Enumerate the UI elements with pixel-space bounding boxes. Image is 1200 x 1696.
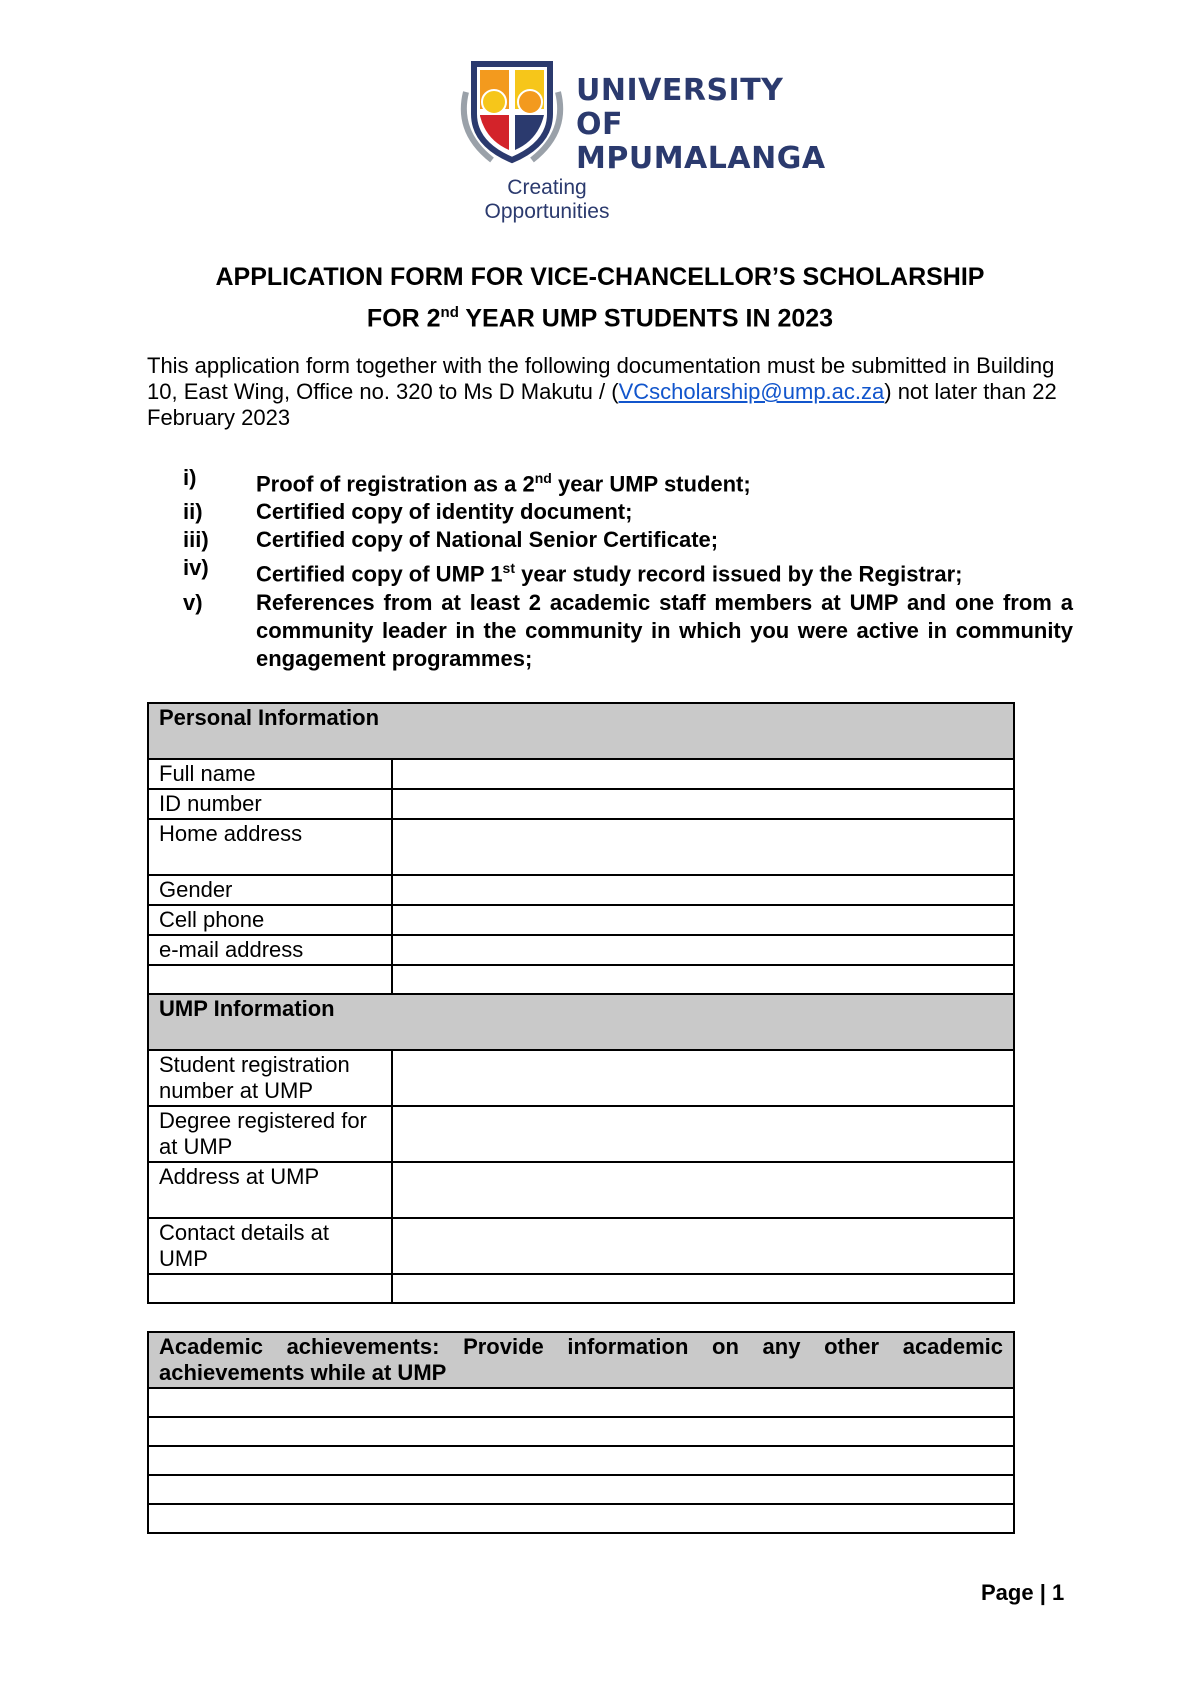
list-item xyxy=(183,464,1073,498)
university-logo xyxy=(452,52,826,223)
list-item-text: Certified copy of identity document; xyxy=(256,499,633,525)
crest-icon xyxy=(452,52,572,172)
title-line2-post: YEAR UMP STUDENTS IN 2023 xyxy=(458,304,834,333)
logo-tagline: Creating Opportunities xyxy=(484,176,610,223)
ump-address-field[interactable] xyxy=(392,1162,1014,1218)
university-name-line2: MPUMALANGA xyxy=(576,141,826,176)
page-label: Page xyxy=(981,1580,1034,1605)
list-item-text xyxy=(256,464,1073,498)
list-item-number: iv) xyxy=(183,555,209,581)
personal-info-header: Personal Information xyxy=(148,703,1014,759)
field-label: e-mail address xyxy=(148,935,392,965)
field-label: Gender xyxy=(148,875,392,905)
degree-field[interactable] xyxy=(392,1106,1014,1162)
field-label: Address at UMP xyxy=(148,1162,392,1218)
list-item xyxy=(183,554,1073,588)
list-item-sup: st xyxy=(502,560,515,577)
achievement-line[interactable] xyxy=(148,1446,1014,1475)
home-address-field[interactable] xyxy=(392,819,1014,875)
field-label: Student registration number at UMP xyxy=(148,1050,392,1106)
list-item-sup: nd xyxy=(534,470,552,486)
list-item-number: ii) xyxy=(183,499,203,525)
field-label: Home address xyxy=(148,819,392,875)
id-number-field[interactable] xyxy=(392,789,1014,819)
achievement-line[interactable] xyxy=(148,1417,1014,1446)
intro-text-before: This application form together with the following documentation must be submitted in Building 10, East Wing, Office no. 320 to Ms D Makutu / ( xyxy=(147,353,1055,404)
list-item-text-pre: Proof of registration as a 2 xyxy=(256,471,535,497)
title-line2-pre: FOR 2 xyxy=(366,304,441,333)
academic-header-bold: Academic achievements: xyxy=(159,1334,440,1359)
field-label: Degree registered for at UMP xyxy=(148,1106,392,1162)
list-item xyxy=(183,526,1073,554)
full-name-field[interactable] xyxy=(392,759,1014,789)
email-field[interactable] xyxy=(392,935,1014,965)
field-label: Contact details at UMP xyxy=(148,1218,392,1274)
list-item-text xyxy=(256,554,1073,588)
cell-phone-field[interactable] xyxy=(392,905,1014,935)
student-registration-field[interactable] xyxy=(392,1050,1014,1106)
empty-label-cell xyxy=(148,1274,392,1303)
list-item xyxy=(183,498,1073,526)
empty-label-cell xyxy=(148,965,392,994)
list-item-text: References from at least 2 academic staff members at UMP and one from a community leader in the community in which you were active in community engagement programmes; xyxy=(256,589,1073,671)
intro-paragraph xyxy=(147,353,1077,431)
list-item-text-post: year study record issued by the Registrar; xyxy=(514,561,963,587)
field-label: Cell phone xyxy=(148,905,392,935)
academic-achievements-header xyxy=(148,1332,1014,1388)
page-number-value: 1 xyxy=(1052,1580,1065,1605)
achievement-line[interactable] xyxy=(148,1504,1014,1533)
ump-contact-field[interactable] xyxy=(392,1218,1014,1274)
list-item xyxy=(183,589,1073,673)
list-item-text-pre: Certified copy of UMP 1 xyxy=(256,561,503,587)
requirements-list xyxy=(183,464,1073,673)
title-line1: APPLICATION FORM FOR VICE-CHANCELLOR’S SCHOLARSHIP xyxy=(215,263,985,291)
university-name-line1: UNIVERSITY OF xyxy=(576,73,784,142)
extra-field[interactable] xyxy=(392,1274,1014,1303)
list-item-text: Certified copy of National Senior Certificate; xyxy=(256,527,719,553)
extra-field[interactable] xyxy=(392,965,1014,994)
ump-info-header: UMP Information xyxy=(148,994,1014,1050)
personal-info-table xyxy=(147,702,1015,1304)
field-label: ID number xyxy=(148,789,392,819)
list-item-number: iii) xyxy=(183,527,209,553)
field-label: Full name xyxy=(148,759,392,789)
page-separator: | xyxy=(1039,1580,1046,1605)
intro-text-after: ) not later than 22 February 2023 xyxy=(147,379,1057,430)
achievement-line[interactable] xyxy=(148,1388,1014,1417)
form-title xyxy=(100,259,1100,336)
academic-achievements-table xyxy=(147,1331,1015,1534)
university-name xyxy=(576,74,826,176)
academic-header-text: Provide information on any other academic achievements while at UMP xyxy=(159,1334,1004,1385)
list-item-text-post: year UMP student; xyxy=(551,471,751,497)
achievement-line[interactable] xyxy=(148,1475,1014,1504)
title-line2-sup: nd xyxy=(440,304,459,321)
gender-field[interactable] xyxy=(392,875,1014,905)
email-link[interactable]: VCscholarship@ump.ac.za xyxy=(618,379,885,404)
list-item-number: i) xyxy=(183,465,197,490)
list-item-number: v) xyxy=(183,589,203,615)
title-line2 xyxy=(100,295,1100,336)
page-number xyxy=(981,1580,1064,1606)
